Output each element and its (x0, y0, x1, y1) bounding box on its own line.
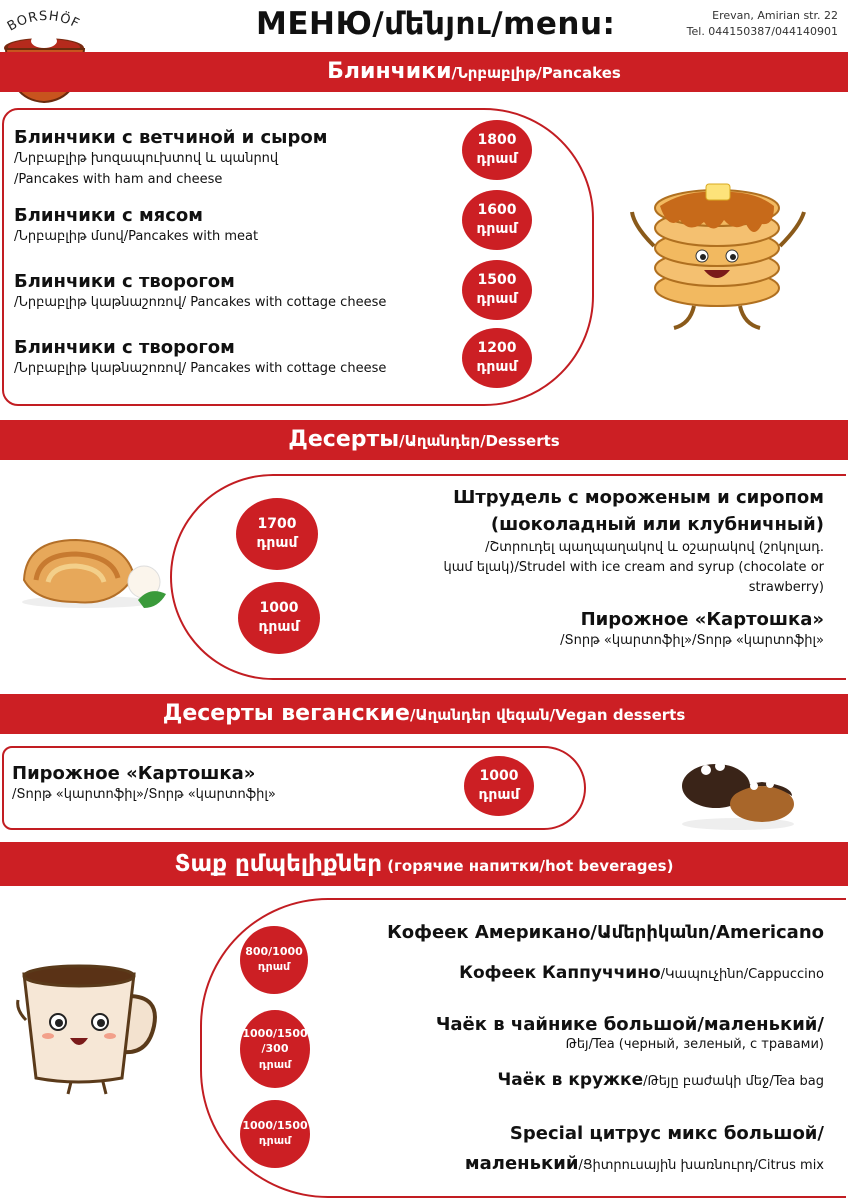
coffee-cup-mascot-icon (14, 960, 160, 1098)
price-unit: դրամ (476, 359, 518, 375)
price-value: 1000 (479, 768, 519, 785)
price-unit: դրամ (476, 151, 518, 167)
item-name: Блинчики с ветчиной и сыром (14, 127, 328, 148)
price-unit: դրամ (476, 291, 518, 307)
list-item (14, 336, 386, 380)
item-desc: /Թեյը բաժակի մեջ/Tea bag (643, 1074, 824, 1089)
item-name: Пирожное «Картошка» (12, 763, 256, 784)
logo-text: BORSHÖF (4, 8, 83, 35)
address: Erevan, Amirian str. 22 (712, 9, 838, 22)
list-item (12, 762, 276, 806)
list-item (497, 1070, 824, 1090)
price-value: /300 (261, 1042, 289, 1056)
price-badge (464, 756, 534, 816)
item-name: (шоколадный или клубничный) (490, 514, 824, 535)
item-name: Штрудель с мороженым и сиропом (453, 487, 824, 508)
price-value: 1000 (259, 600, 299, 617)
price-unit: դրամ (258, 1057, 292, 1071)
item-name: Кофеек Каппуччино (459, 963, 661, 983)
list-item (459, 963, 824, 983)
price-value: 1000/1500 (242, 1119, 308, 1133)
item-name: Чаёк в кружке (497, 1070, 644, 1090)
price-unit: դրամ (476, 221, 518, 237)
item-desc: strawberry) (748, 580, 824, 596)
price-value: 1200 (477, 340, 517, 357)
pancake-illustration (624, 176, 810, 336)
price-unit: դրամ (256, 535, 298, 551)
hot-title: Տաք ըմպելիքներ (174, 851, 382, 877)
item-desc: /Նրբաբլիթ մսով/Pancakes with meat (14, 229, 259, 245)
price-badge (240, 926, 308, 994)
item-name: Блинчики с творогом (14, 271, 235, 292)
item-desc: /Նրբաբլիթ կաթնաշոռով/ Pancakes with cottage cheese (14, 361, 387, 377)
price-value: 1500 (477, 272, 517, 289)
pancakes-title: Блинчики (327, 59, 452, 84)
item-desc: /Ցիտրուսային խառնուրդ/Citrus mix (578, 1157, 824, 1173)
price-unit: դրամ (478, 787, 520, 803)
item-name: Чаёк в чайнике большой/маленький/ (435, 1014, 824, 1035)
desserts-title: Десерты (288, 427, 400, 452)
list-item (465, 1119, 824, 1178)
list-item (14, 204, 258, 248)
vegan-banner (0, 694, 848, 734)
svg-text:BORSHÖF (5, 9, 82, 35)
price-unit: դրամ (257, 960, 291, 973)
item-name: Кофеек Американо/Ամերիկանո/Americano (387, 922, 824, 943)
price-unit: դրամ (258, 1134, 292, 1147)
coffee-cup-illustration (14, 960, 160, 1098)
item-desc: /Շտրուդել պաղպաղակով և օշարակով (շոկոլադ. (485, 540, 824, 555)
price-badge (462, 190, 532, 250)
list-item (443, 484, 824, 598)
desserts-banner (0, 420, 848, 460)
chocolate-cake-icon (676, 746, 800, 832)
list-item (14, 270, 386, 314)
item-name: Блинчики с мясом (14, 205, 203, 226)
list-item (436, 1014, 824, 1056)
vegan-subtitle: /Աղանդեր վեգան/Vegan desserts (409, 706, 686, 724)
item-desc: /Նրբաբլիթ կաթնաշոռով/ Pancakes with cottage cheese (14, 295, 387, 311)
item-name: маленький (464, 1152, 579, 1174)
price-value: 1600 (477, 202, 517, 219)
desserts-subtitle: /Աղանդեր/Desserts (399, 432, 560, 450)
price-value: 1700 (257, 516, 297, 533)
price-badge (240, 1100, 310, 1168)
item-desc: Թեյ/Tea (черный, зеленый, с травами) (565, 1037, 824, 1052)
price-value: 1800 (477, 132, 517, 149)
item-desc: /Կապուչինո/Cappuccino (660, 967, 824, 982)
pancake-mascot-icon (624, 176, 810, 336)
price-value: 800/1000 (245, 945, 303, 959)
kartoshka-illustration (676, 746, 800, 832)
hot-subtitle: (горячие напитки/hot beverages) (381, 857, 674, 875)
price-badge (462, 260, 532, 320)
price-badge (240, 1010, 310, 1088)
item-name: Блинчики с творогом (14, 337, 235, 358)
item-desc: /Pancakes with ham and cheese (14, 172, 223, 188)
strudel-icon (16, 528, 176, 612)
price-badge (236, 498, 318, 570)
strudel-illustration (16, 528, 176, 612)
price-badge (238, 582, 320, 654)
item-desc: կամ ելակ)/Strudel with ice cream and syrup (chocolate or (443, 560, 824, 576)
page-title: МЕНЮ/մենյու/menu: (256, 6, 616, 42)
pancakes-banner (0, 52, 848, 92)
item-name: Special цитрус микс большой/ (509, 1123, 824, 1144)
address-block (687, 8, 838, 40)
item-desc: /Տորթ «կարտոֆիլ»/Տորթ «կարտոֆիլ» (560, 633, 824, 649)
item-name: Пирожное «Картошка» (580, 609, 824, 630)
price-badge (462, 120, 532, 180)
list-item (387, 922, 824, 943)
list-item (560, 608, 824, 652)
list-item (14, 126, 327, 191)
phone: Tel. 044150387/044140901 (686, 24, 838, 38)
pancakes-subtitle: /Նրբաբլիթ/Pancakes (451, 64, 621, 82)
price-badge (462, 328, 532, 388)
vegan-title: Десерты веганские (162, 701, 410, 726)
item-desc: /Նրբաբլիթ խոզապուխտով և պանրով (14, 151, 279, 167)
hot-banner (0, 842, 848, 886)
price-value: 1000/1500 (242, 1026, 308, 1040)
item-desc: /Տորթ «կարտոֆիլ»/Տորթ «կարտոֆիլ» (12, 787, 276, 803)
price-unit: դրամ (258, 619, 300, 635)
